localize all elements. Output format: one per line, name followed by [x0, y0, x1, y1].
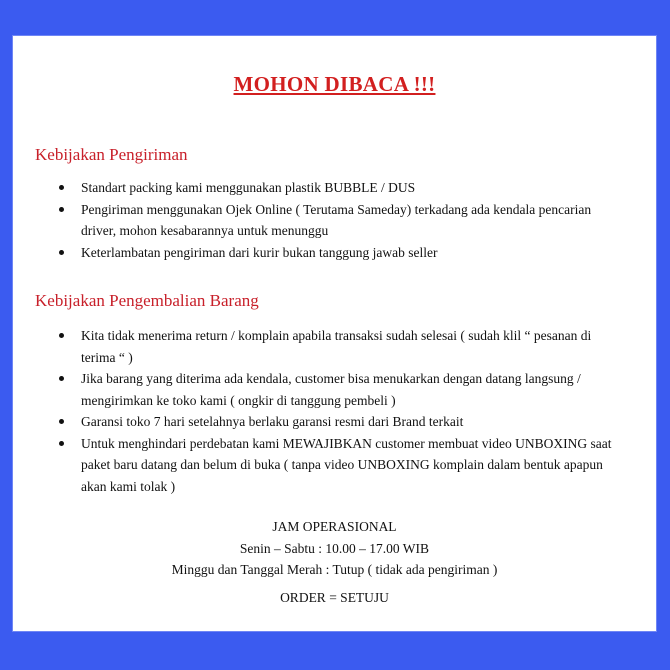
list-item: Untuk menghindari perdebatan kami MEWAJIBKAN customer membuat video UNBOXING saat paket baru datang dan belum di buka ( tanpa video UNBOXING komplain dalam bentuk apapun akan kami tolak ) — [59, 433, 626, 498]
notice-card — [12, 35, 657, 632]
list-item: Kita tidak menerima return / komplain apabila transaksi sudah selesai ( sudah klil “ pesanan di terima “ ) — [59, 325, 626, 368]
return-policy-heading: Kebijakan Pengembalian Barang — [35, 291, 259, 310]
operational-weekdays: Senin – Sabtu : 10.00 – 17.00 WIB — [239, 540, 430, 556]
operational-heading: JAM OPERASIONAL — [272, 519, 397, 534]
operational-holidays: Minggu dan Tanggal Merah : Tutup ( tidak ada pengiriman ) — [171, 562, 498, 577]
list-item: Jika barang yang diterima ada kendala, customer bisa menukarkan dengan datang langsung / mengirimkan ke toko kami ( ongkir di tanggung pembeli ) — [59, 368, 626, 411]
list-item: Pengiriman menggunakan Ojek Online ( Terutama Sameday) terkadang ada kendala pencarian driver, mohon kesabarannya untuk menunggu — [59, 199, 626, 242]
list-item: Keterlambatan pengiriman dari kurir bukan tanggung jawab seller — [59, 242, 626, 264]
return-policy-list — [59, 325, 626, 497]
shipping-policy-list — [59, 177, 626, 263]
shipping-policy-heading: Kebijakan Pengiriman — [35, 145, 188, 164]
order-agreement: ORDER = SETUJU — [280, 590, 389, 605]
operational-hours — [13, 516, 656, 581]
list-item: Standart packing kami menggunakan plastik BUBBLE / DUS — [59, 177, 626, 199]
page-title: MOHON DIBACA !!! — [233, 72, 436, 96]
list-item: Garansi toko 7 hari setelahnya berlaku garansi resmi dari Brand terkait — [59, 411, 626, 433]
